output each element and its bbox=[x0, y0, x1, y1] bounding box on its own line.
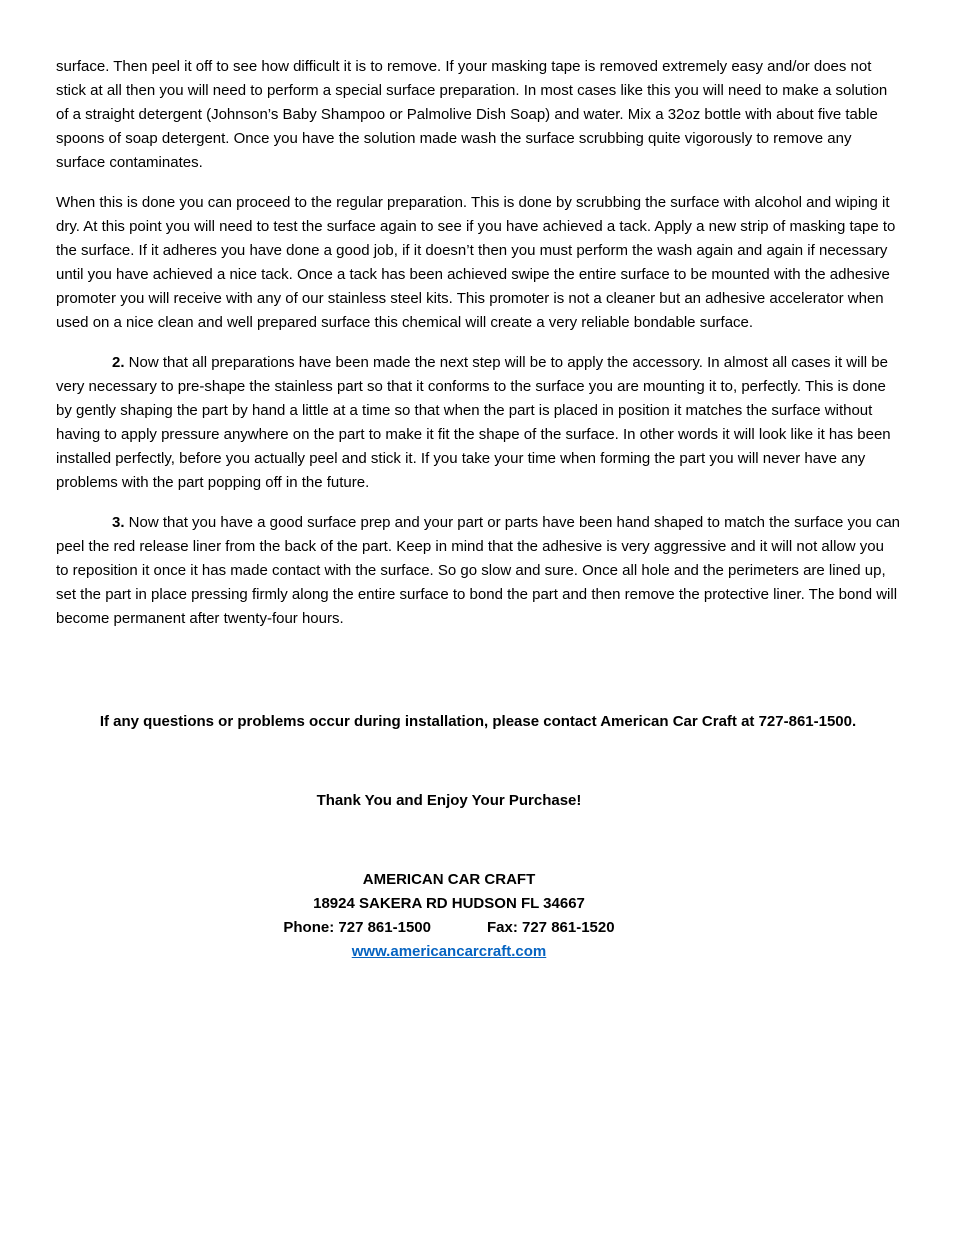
step-2-text: Now that all preparations have been made the next step will be to apply the accessory. In almost all cases it will be very necessary to pre-shape the stainless part so that it conforms to the surface you are mounting it to, perfectly. This is done by gently shaping the part by hand a little at a time so that when the part is placed in position it matches the surface without having to apply pressure anywhere on the part to make it fit the shape of the surface. In other words it will look like it has been installed perfectly, before you actually peel and stick it. If you take your time when forming the part you will never have any problems with the part popping off in the future. bbox=[56, 354, 891, 491]
step-3-number: 3. bbox=[112, 514, 125, 531]
phone-number: Phone: 727 861-1500 bbox=[283, 919, 431, 936]
paragraph-step-2 bbox=[56, 351, 900, 495]
paragraph-surface-test: surface. Then peel it off to see how difficult it is to remove. If your masking tape is removed extremely easy and/or does not stick at all then you will need to perform a special surface preparation. In most cases like this you will need to make a solution of a straight detergent (Johnson’s Baby Shampoo or Palmolive Dish Soap) and water. Mix a 32oz bottle with about five table spoons of soap detergent. Once you have the solution made wash the surface scrubbing quite vigorously to remove any surface contaminates. bbox=[56, 58, 888, 171]
step-2-number: 2. bbox=[112, 354, 125, 371]
website-row bbox=[0, 940, 898, 964]
contact-note: If any questions or problems occur during installation, please contact American Car Craft at 727-861-1500. bbox=[99, 713, 857, 730]
step-3-text: Now that you have a good surface prep and your part or parts have been hand shaped to match the surface you can peel the red release liner from the back of the part. Keep in mind that the adhesive is very aggressive and it will not allow you to reposition it once it has made contact with the surface. So go slow and sure. Once all hole and the perimeters are lined up, set the part in place pressing firmly along the entire surface to bond the part and then remove the protective liner. The bond will become permanent after twenty-four hours. bbox=[56, 514, 901, 627]
thanks-line: Thank You and Enjoy Your Purchase! bbox=[316, 792, 582, 809]
website-link[interactable]: www.americancarcraft.com bbox=[351, 943, 547, 960]
fax-number: Fax: 727 861-1520 bbox=[486, 919, 615, 936]
body-text bbox=[56, 55, 900, 631]
phone-fax-row bbox=[0, 916, 898, 940]
paragraph-regular-preparation: When this is done you can proceed to the regular preparation. This is done by scrubbing the surface with alcohol and wiping it dry. At this point you will need to test the surface again to see if you have achieved a tack. Apply a new strip of masking tape to the surface. If it adheres you have done a good job, if it doesn’t then you must perform the wash again and again if necessary until you have achieved a nice tack. Once a tack has been achieved swipe the entire surface to be mounted with the adhesive promoter you will receive with any of our stainless steel kits. This promoter is not a cleaner but an adhesive accelerator when used on a nice clean and well prepared surface this chemical will create a very reliable bondable surface. bbox=[56, 194, 896, 331]
company-name: AMERICAN CAR CRAFT bbox=[362, 871, 536, 888]
company-address: 18924 SAKERA RD HUDSON FL 34667 bbox=[313, 895, 585, 912]
paragraph-step-3 bbox=[56, 511, 900, 631]
